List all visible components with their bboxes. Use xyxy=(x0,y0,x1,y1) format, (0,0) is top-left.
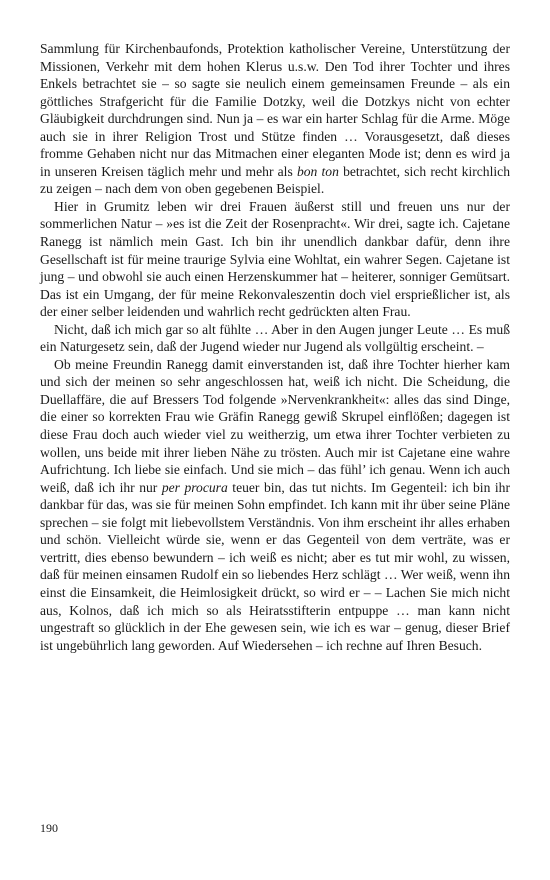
text-segment: betrachtet, sich recht kirchlich zu zeigen – nach dem von oben gegebenen Beispiel. xyxy=(40,163,510,197)
paragraph xyxy=(40,40,510,198)
text-segment: Ob meine Freundin Ranegg damit einverstanden ist, daß ihre Tochter hierher kam und sich der meinen so sehr angeschlossen hat, weiß ich nicht. Die Scheidung, die Duellaffäre, die auf Bressers Tod folgende »Nervenkrankheit«: alles das sind Dinge, die einer so korrekten Frau wie Gräfin Ranegg gewiß Skrupel einflößen; dagegen ist diese Frau doch auch wieder viel zu weitherzig, um etwa ihrer Tochter verbieten zu wollen, uns beide mit ihrer lieben Nähe zu trösten. Auch mir ist Cajetane eine wahre Aufrichtung. Ich liebe sie einfach. Und sie mich – das fühl’ ich genau. Wenn ich auch weiß, daß ich ihr nur xyxy=(40,356,510,495)
text-segment: Sammlung für Kirchenbaufonds, Protektion katholischer Vereine, Unterstützung der Missionen, Verkehr mit dem hohen Klerus u.s.w. Den Tod ihrer Tochter und ihres Enkels betrachtet sie – so sagte sie neulich einem gemeinsamen Freunde – als ein göttliches Strafgericht für die Familie Dotzky, weil die Dotzkys nicht von echter Gläubigkeit durchdrungen sind. Nun ja – es war ein harter Schlag für die Arme. Möge auch sie in ihrer Religion Trost und Stütze finden … Vorausgesetzt, daß dieses fromme Gehaben nicht nur das Mitmachen einer eleganten Mode ist; denn es wird ja in unseren Kreisen täglich mehr und mehr als xyxy=(40,41,510,179)
paragraph xyxy=(40,321,510,356)
text-segment: teuer bin, das tut nichts. Im Gegenteil: ich bin ihr dankbar für das, was sie für meinen Sohn empfindet. Ich kann mit ihr über seine Pläne sprechen – sie folgt mit liebevollstem Verständnis. Von ihm erscheint ihr alles erhaben und schön. Vielleicht würde sie, wenn er das Gegenteil von dem verträte, was er vertritt, dies ebenso bewundern – ich weiß es nicht; aber es tut mir wohl, zu wissen, daß für meinen einsamen Rudolf ein so liebendes Herz schlägt … Wer weiß, wenn ihn einst die Einsamkeit, die Heimlosigkeit drückt, so wird er – – Lachen Sie mich nicht aus, Kolnos, daß ich mich so als Heiratsstifterin entpuppe … man kann nicht ungestraft so glücklich in der Ehe gewesen sein, wie ich es war – genug, dieser Brief ist ungebührlich lang geworden. Auf Wiedersehen – ich rechne auf Ihren Besuch. xyxy=(40,479,510,653)
page-number: 190 xyxy=(40,821,58,835)
paragraph xyxy=(40,198,510,321)
italic-phrase: per procura xyxy=(161,479,228,495)
body-text xyxy=(40,40,510,654)
text-segment: Nicht, daß ich mich gar so alt fühlte … Aber in den Augen junger Leute … Es muß ein Naturgesetz sein, daß der Jugend wieder nur Jugend als vollgültig erscheint. – xyxy=(40,321,510,355)
paragraph xyxy=(40,356,510,654)
text-segment: Hier in Grumitz leben wir drei Frauen äußerst still und freuen uns nur der sommerlichen Natur – »es ist die Zeit der Rosenpracht«. Wir drei, sagte ich. Cajetane Ranegg ist nämlich mein Gast. Ich bin ihr unendlich dankbar dafür, denn ihre Gesellschaft ist für meine traurige Sylvia eine Wohltat, ein wahrer Segen. Cajetane ist jung – und obwohl sie auch einen Herzenskummer hat – heiterer, sonniger Gemütsart. Das ist ein Umgang, der für meine Rekonvaleszentin doch viel ersprießlicher ist, als der einer selber leidenden und wahrlich recht gedrückten alten Frau. xyxy=(40,198,510,320)
italic-phrase: bon ton xyxy=(296,163,339,179)
